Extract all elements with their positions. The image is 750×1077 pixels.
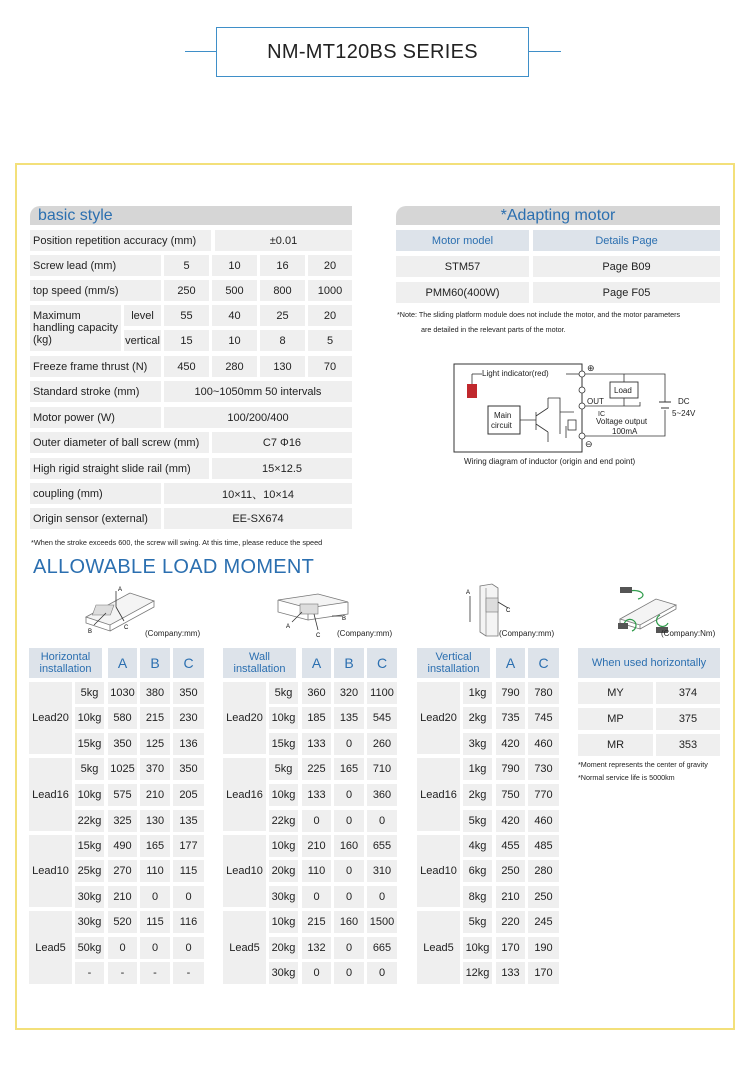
h-g3-r1-b: 0 bbox=[140, 937, 170, 959]
v-g3-r2-a: 133 bbox=[496, 962, 525, 984]
w-g0-r0-b: 320 bbox=[334, 682, 364, 704]
h-g2-r0-c: 177 bbox=[173, 835, 204, 857]
w-g2-r0-a: 210 bbox=[302, 835, 331, 857]
moment-title: ALLOWABLE LOAD MOMENT bbox=[33, 556, 315, 578]
w-g3-r2-c: 0 bbox=[367, 962, 397, 984]
h-g0-r0-c: 350 bbox=[173, 682, 204, 704]
v-g0-r2-a: 420 bbox=[496, 733, 525, 755]
vertical-col-a: A bbox=[496, 648, 525, 678]
v-g1-r2-c: 460 bbox=[528, 810, 559, 832]
horizontal-col-a: A bbox=[108, 648, 137, 678]
h-g1-r1-c: 205 bbox=[173, 784, 204, 806]
moment-mr-value: 353 bbox=[656, 734, 720, 756]
h-g3-r2-b: - bbox=[140, 962, 170, 984]
lead-v2: 10 bbox=[212, 255, 257, 276]
w-g1-r0-b: 165 bbox=[334, 758, 364, 780]
h-g1-r2-c: 135 bbox=[173, 810, 204, 832]
h-g3-r1-w: 50kg bbox=[75, 937, 104, 959]
w-g0-r2-b: 0 bbox=[334, 733, 364, 755]
svg-text:A: A bbox=[466, 590, 471, 596]
motor-col-model: Motor model bbox=[396, 230, 529, 251]
w-lead10: Lead10 bbox=[223, 835, 266, 907]
w-g3-r1-c: 665 bbox=[367, 937, 397, 959]
label-sensor: Origin sensor (external) bbox=[30, 508, 161, 529]
wall-header: Wall installation bbox=[223, 648, 296, 678]
value-repeat: ±0.01 bbox=[215, 230, 352, 251]
w-g0-r2-c: 260 bbox=[367, 733, 397, 755]
w-g2-r2-b: 0 bbox=[334, 886, 364, 908]
v-g1-r1-c: 770 bbox=[528, 784, 559, 806]
company-nm: (Company:Nm) bbox=[661, 629, 716, 638]
h-g3-r1-c: 0 bbox=[173, 937, 204, 959]
h-lead10: Lead10 bbox=[29, 835, 72, 907]
thrust-v3: 130 bbox=[260, 356, 305, 377]
light-label: Light indicator(red) bbox=[482, 369, 549, 378]
v-g3-r0-a: 220 bbox=[496, 911, 525, 933]
h-lead20: Lead20 bbox=[29, 682, 72, 754]
moment-my-label: MY bbox=[578, 682, 653, 704]
wall-col-b: B bbox=[334, 648, 364, 678]
v-g3-r1-c: 190 bbox=[528, 937, 559, 959]
ic-label: IC bbox=[598, 411, 605, 418]
vout-label: Voltage output bbox=[596, 417, 648, 426]
w-g1-r2-a: 0 bbox=[302, 810, 331, 832]
dc-label: DC bbox=[678, 397, 690, 406]
w-g2-r1-c: 310 bbox=[367, 860, 397, 882]
label-speed: top speed (mm/s) bbox=[30, 280, 161, 301]
h-g1-r0-w: 5kg bbox=[75, 758, 104, 780]
minus-sign: ⊖ bbox=[585, 439, 593, 449]
v-lead10: Lead10 bbox=[417, 835, 460, 907]
svg-text:C: C bbox=[124, 625, 129, 631]
h-g1-r1-w: 10kg bbox=[75, 784, 104, 806]
load-label: Load bbox=[614, 386, 632, 395]
v-g2-r1-w: 6kg bbox=[463, 860, 492, 882]
moment-header: When used horizontally bbox=[578, 648, 720, 678]
v-g0-r1-w: 2kg bbox=[463, 707, 492, 729]
v-g3-r2-w: 12kg bbox=[463, 962, 492, 984]
label-thrust: Freeze frame thrust (N) bbox=[30, 356, 161, 377]
vert-v2: 10 bbox=[212, 330, 257, 351]
w-g2-r0-b: 160 bbox=[334, 835, 364, 857]
thrust-v4: 70 bbox=[308, 356, 352, 377]
w-g0-r1-b: 135 bbox=[334, 707, 364, 729]
w-g3-r1-b: 0 bbox=[334, 937, 364, 959]
h-g2-r1-c: 115 bbox=[173, 860, 204, 882]
wiring-caption: Wiring diagram of inductor (origin and end point) bbox=[464, 457, 636, 466]
w-g0-r1-w: 10kg bbox=[269, 707, 298, 729]
w-g2-r2-c: 0 bbox=[367, 886, 397, 908]
v-g1-r0-w: 1kg bbox=[463, 758, 492, 780]
w-g3-r2-a: 0 bbox=[302, 962, 331, 984]
h-g0-r0-a: 1030 bbox=[108, 682, 137, 704]
h-g2-r2-w: 30kg bbox=[75, 886, 104, 908]
h-g1-r1-b: 210 bbox=[140, 784, 170, 806]
lead-v1: 5 bbox=[164, 255, 209, 276]
w-g1-r1-b: 0 bbox=[334, 784, 364, 806]
h-g2-r2-c: 0 bbox=[173, 886, 204, 908]
h-g2-r1-a: 270 bbox=[108, 860, 137, 882]
v-g3-r2-c: 170 bbox=[528, 962, 559, 984]
w-g1-r2-c: 0 bbox=[367, 810, 397, 832]
basic-style-header: basic style bbox=[30, 206, 352, 225]
v-g2-r0-w: 4kg bbox=[463, 835, 492, 857]
h-g2-r1-w: 25kg bbox=[75, 860, 104, 882]
vert-v3: 8 bbox=[260, 330, 305, 351]
w-g3-r0-w: 10kg bbox=[269, 911, 298, 933]
w-g0-r1-a: 185 bbox=[302, 707, 331, 729]
svg-text:C: C bbox=[506, 608, 511, 614]
w-g2-r1-b: 0 bbox=[334, 860, 364, 882]
moment-mp-value: 375 bbox=[656, 708, 720, 730]
page-title: NM-MT120BS SERIES bbox=[216, 27, 529, 77]
label-level: level bbox=[124, 305, 161, 326]
h-g3-r2-a: - bbox=[108, 962, 137, 984]
lead-v4: 20 bbox=[308, 255, 352, 276]
v-g2-r0-c: 485 bbox=[528, 835, 559, 857]
svg-text:B: B bbox=[88, 629, 93, 635]
h-lead5: Lead5 bbox=[29, 911, 72, 984]
v-g1-r0-c: 730 bbox=[528, 758, 559, 780]
v-g3-r0-w: 5kg bbox=[463, 911, 492, 933]
basic-note: *When the stroke exceeds 600, the screw will swing. At this time, please reduce the speed bbox=[31, 538, 323, 547]
w-g1-r1-w: 10kg bbox=[269, 784, 298, 806]
moment-mr-label: MR bbox=[578, 734, 653, 756]
value-stroke: 100~1050mm 50 intervals bbox=[164, 381, 352, 402]
h-g1-r1-a: 575 bbox=[108, 784, 137, 806]
value-power: 100/200/400 bbox=[164, 407, 352, 428]
horizontal-col-c: C bbox=[173, 648, 204, 678]
w-lead16: Lead16 bbox=[223, 758, 266, 831]
svg-text:B: B bbox=[342, 616, 347, 622]
w-g2-r1-w: 20kg bbox=[269, 860, 298, 882]
h-g1-r2-b: 130 bbox=[140, 810, 170, 832]
label-lead: Screw lead (mm) bbox=[30, 255, 161, 276]
h-g2-r2-a: 210 bbox=[108, 886, 137, 908]
w-g3-r0-c: 1500 bbox=[367, 911, 397, 933]
w-lead5: Lead5 bbox=[223, 911, 266, 984]
label-maxload: Maximum handling capacity (kg) bbox=[30, 305, 121, 351]
v-g2-r2-a: 210 bbox=[496, 886, 525, 908]
wall-col-a: A bbox=[302, 648, 331, 678]
company-mm-1: (Company:mm) bbox=[145, 629, 201, 638]
v-lead16: Lead16 bbox=[417, 758, 460, 831]
h-g0-r0-b: 380 bbox=[140, 682, 170, 704]
v-g0-r0-w: 1kg bbox=[463, 682, 492, 704]
h-g0-r2-w: 15kg bbox=[75, 733, 104, 755]
v-g0-r1-a: 735 bbox=[496, 707, 525, 729]
w-g3-r0-b: 160 bbox=[334, 911, 364, 933]
v-lead20: Lead20 bbox=[417, 682, 460, 754]
h-g0-r1-b: 215 bbox=[140, 707, 170, 729]
plus-sign: ⊕ bbox=[587, 363, 595, 373]
h-g2-r1-b: 110 bbox=[140, 860, 170, 882]
value-ballscrew: C7 Φ16 bbox=[212, 432, 352, 453]
h-g0-r2-c: 136 bbox=[173, 733, 204, 755]
company-mm-3: (Company:mm) bbox=[499, 629, 555, 638]
v-g1-r2-a: 420 bbox=[496, 810, 525, 832]
v-g2-r1-a: 250 bbox=[496, 860, 525, 882]
label-repeat: Position repetition accuracy (mm) bbox=[30, 230, 211, 251]
v-g3-r1-w: 10kg bbox=[463, 937, 492, 959]
wiring-diagram bbox=[450, 358, 720, 470]
value-sensor: EE-SX674 bbox=[164, 508, 352, 529]
v-g1-r0-a: 790 bbox=[496, 758, 525, 780]
vert-v4: 5 bbox=[308, 330, 352, 351]
w-g1-r2-w: 22kg bbox=[269, 810, 298, 832]
v-g2-r1-c: 280 bbox=[528, 860, 559, 882]
label-coupling: coupling (mm) bbox=[30, 483, 161, 504]
h-g1-r2-w: 22kg bbox=[75, 810, 104, 832]
level-v3: 25 bbox=[260, 305, 305, 326]
w-g3-r2-w: 30kg bbox=[269, 962, 298, 984]
moment-my-value: 374 bbox=[656, 682, 720, 704]
level-v1: 55 bbox=[164, 305, 209, 326]
w-g2-r0-c: 655 bbox=[367, 835, 397, 857]
v-g0-r0-a: 790 bbox=[496, 682, 525, 704]
w-g1-r1-c: 360 bbox=[367, 784, 397, 806]
moment-note-2: *Normal service life is 5000km bbox=[578, 773, 675, 782]
w-g3-r2-b: 0 bbox=[334, 962, 364, 984]
v-g0-r1-c: 745 bbox=[528, 707, 559, 729]
ma-label: 100mA bbox=[612, 427, 638, 436]
out-label: OUT bbox=[587, 397, 604, 406]
label-vertical: vertical bbox=[124, 330, 161, 351]
speed-v1: 250 bbox=[164, 280, 209, 301]
motor-page-1: Page B09 bbox=[533, 256, 720, 277]
h-g1-r2-a: 325 bbox=[108, 810, 137, 832]
h-g2-r0-w: 15kg bbox=[75, 835, 104, 857]
w-g2-r2-a: 0 bbox=[302, 886, 331, 908]
w-g2-r2-w: 30kg bbox=[269, 886, 298, 908]
h-g1-r0-a: 1025 bbox=[108, 758, 137, 780]
h-g0-r2-b: 125 bbox=[140, 733, 170, 755]
w-g0-r0-a: 360 bbox=[302, 682, 331, 704]
vertical-col-c: C bbox=[528, 648, 559, 678]
level-v2: 40 bbox=[212, 305, 257, 326]
main-label-1: Main bbox=[494, 411, 512, 420]
main-label-2: circuit bbox=[491, 421, 512, 430]
value-coupling: 10×11、10×14 bbox=[164, 483, 352, 504]
w-g1-r0-a: 225 bbox=[302, 758, 331, 780]
moment-mp-label: MP bbox=[578, 708, 653, 730]
w-g1-r0-c: 710 bbox=[367, 758, 397, 780]
w-g3-r1-w: 20kg bbox=[269, 937, 298, 959]
h-g3-r0-a: 520 bbox=[108, 911, 137, 933]
company-mm-2: (Company:mm) bbox=[337, 629, 393, 638]
h-g3-r1-a: 0 bbox=[108, 937, 137, 959]
volt-label: 5~24V bbox=[672, 409, 696, 418]
svg-text:A: A bbox=[286, 624, 291, 630]
moment-note-1: *Moment represents the center of gravity bbox=[578, 760, 708, 769]
h-g0-r0-w: 5kg bbox=[75, 682, 104, 704]
h-g2-r0-b: 165 bbox=[140, 835, 170, 857]
label-rail: High rigid straight slide rail (mm) bbox=[30, 458, 209, 479]
w-g0-r2-w: 15kg bbox=[269, 733, 298, 755]
w-g3-r0-a: 215 bbox=[302, 911, 331, 933]
h-g3-r2-w: - bbox=[75, 962, 104, 984]
wall-col-c: C bbox=[367, 648, 397, 678]
h-g1-r0-c: 350 bbox=[173, 758, 204, 780]
title-line-right bbox=[529, 51, 561, 52]
v-g2-r2-w: 8kg bbox=[463, 886, 492, 908]
h-g3-r0-b: 115 bbox=[140, 911, 170, 933]
title-line-left bbox=[185, 51, 216, 52]
motor-note-2: are detailed in the relevant parts of the motor. bbox=[421, 325, 566, 334]
motor-page-2: Page F05 bbox=[533, 282, 720, 303]
speed-v2: 500 bbox=[212, 280, 257, 301]
v-lead5: Lead5 bbox=[417, 911, 460, 984]
w-g3-r1-a: 132 bbox=[302, 937, 331, 959]
motor-col-page: Details Page bbox=[533, 230, 720, 251]
h-g2-r2-b: 0 bbox=[140, 886, 170, 908]
label-power: Motor power (W) bbox=[30, 407, 161, 428]
horizontal-install-icon bbox=[80, 583, 160, 635]
v-g0-r2-c: 460 bbox=[528, 733, 559, 755]
w-g1-r0-w: 5kg bbox=[269, 758, 298, 780]
level-v4: 20 bbox=[308, 305, 352, 326]
v-g1-r1-w: 2kg bbox=[463, 784, 492, 806]
w-g1-r1-a: 133 bbox=[302, 784, 331, 806]
v-g1-r2-w: 5kg bbox=[463, 810, 492, 832]
speed-v4: 1000 bbox=[308, 280, 352, 301]
w-g1-r2-b: 0 bbox=[334, 810, 364, 832]
h-g0-r2-a: 350 bbox=[108, 733, 137, 755]
w-g2-r1-a: 110 bbox=[302, 860, 331, 882]
h-g3-r0-w: 30kg bbox=[75, 911, 104, 933]
h-g1-r0-b: 370 bbox=[140, 758, 170, 780]
w-g0-r2-a: 133 bbox=[302, 733, 331, 755]
vert-v1: 15 bbox=[164, 330, 209, 351]
h-g3-r0-c: 116 bbox=[173, 911, 204, 933]
light-indicator-icon bbox=[467, 384, 477, 398]
v-g2-r0-a: 455 bbox=[496, 835, 525, 857]
v-g3-r0-c: 245 bbox=[528, 911, 559, 933]
label-stroke: Standard stroke (mm) bbox=[30, 381, 161, 402]
horizontal-col-b: B bbox=[140, 648, 170, 678]
v-g2-r2-c: 250 bbox=[528, 886, 559, 908]
w-g2-r0-w: 10kg bbox=[269, 835, 298, 857]
h-g3-r2-c: - bbox=[173, 962, 204, 984]
v-g1-r1-a: 750 bbox=[496, 784, 525, 806]
w-g0-r0-w: 5kg bbox=[269, 682, 298, 704]
thrust-v2: 280 bbox=[212, 356, 257, 377]
w-g0-r1-c: 545 bbox=[367, 707, 397, 729]
h-g0-r1-w: 10kg bbox=[75, 707, 104, 729]
v-g3-r1-a: 170 bbox=[496, 937, 525, 959]
motor-header: *Adapting motor bbox=[396, 206, 720, 225]
vertical-header: Vertical installation bbox=[417, 648, 490, 678]
h-g0-r1-c: 230 bbox=[173, 707, 204, 729]
v-g0-r0-c: 780 bbox=[528, 682, 559, 704]
w-g0-r0-c: 1100 bbox=[367, 682, 397, 704]
motor-model-1: STM57 bbox=[396, 256, 529, 277]
h-lead16: Lead16 bbox=[29, 758, 72, 831]
thrust-v1: 450 bbox=[164, 356, 209, 377]
h-g2-r0-a: 490 bbox=[108, 835, 137, 857]
lead-v3: 16 bbox=[260, 255, 305, 276]
svg-text:A: A bbox=[118, 587, 123, 593]
speed-v3: 800 bbox=[260, 280, 305, 301]
svg-text:C: C bbox=[316, 633, 321, 638]
horizontal-header: Horizontal installation bbox=[29, 648, 102, 678]
motor-note-1: *Note: The sliding platform module does not include the motor, and the motor parameters bbox=[397, 310, 681, 319]
label-ballscrew: Outer diameter of ball screw (mm) bbox=[30, 432, 209, 453]
w-lead20: Lead20 bbox=[223, 682, 266, 754]
v-g0-r2-w: 3kg bbox=[463, 733, 492, 755]
h-g0-r1-a: 580 bbox=[108, 707, 137, 729]
motor-model-2: PMM60(400W) bbox=[396, 282, 529, 303]
value-rail: 15×12.5 bbox=[212, 458, 352, 479]
